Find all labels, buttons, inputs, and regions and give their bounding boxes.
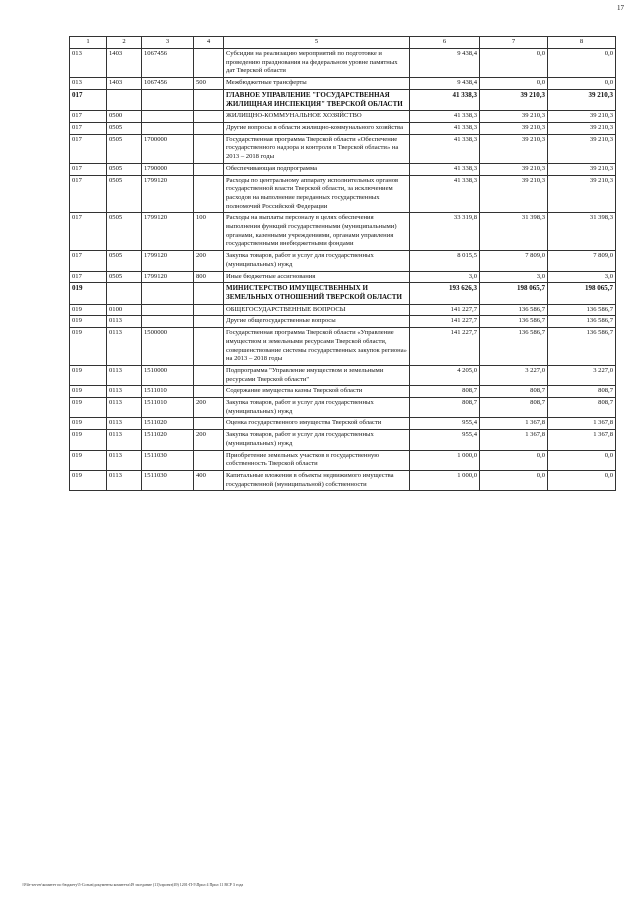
amount-year2-cell: 1 367,8 [480,418,548,430]
amount-year3-cell: 1 367,8 [548,430,616,450]
amount-year1-cell: 1 000,0 [410,450,480,470]
file-path-footer: \\File-server\комитет по бюджету\5-Созыв\документы комитета\49 заседание (11)\проект(49) 1201-П-5\Прил 4 Прил 11 ВСР 3 года [22,882,244,887]
target-article-cell [142,304,194,316]
table-row [70,418,616,430]
table-row [70,328,616,366]
table-row [70,122,616,134]
amount-year1-cell: 141 227,7 [410,328,480,366]
agency-code-cell: 017 [70,163,107,175]
amount-year3-cell: 0,0 [548,49,616,78]
target-article-cell: 1511030 [142,470,194,490]
table-row [70,49,616,78]
section-code-cell: 0113 [107,316,142,328]
target-article-cell: 1511010 [142,386,194,398]
section-code-cell: 1403 [107,78,142,90]
agency-code-cell: 019 [70,418,107,430]
amount-year1-cell: 808,7 [410,386,480,398]
agency-code-cell: 019 [70,365,107,385]
description-cell: Обеспечивающая подпрограмма [224,163,410,175]
amount-year3-cell: 198 065,7 [548,283,616,304]
description-cell: МИНИСТЕРСТВО ИМУЩЕСТВЕННЫХ И ЗЕМЕЛЬНЫХ ОТНОШЕНИЙ ТВЕРСКОЙ ОБЛАСТИ [224,283,410,304]
header-col-5: 5 [224,37,410,49]
target-article-cell [142,111,194,123]
section-code-cell: 0505 [107,213,142,251]
amount-year2-cell: 198 065,7 [480,283,548,304]
table-row [70,470,616,490]
agency-code-cell: 017 [70,213,107,251]
amount-year1-cell: 41 338,3 [410,89,480,110]
amount-year2-cell: 0,0 [480,470,548,490]
section-code-cell: 0505 [107,271,142,283]
section-code-cell [107,283,142,304]
agency-code-cell: 019 [70,304,107,316]
section-code-cell: 0113 [107,430,142,450]
target-article-cell: 1700000 [142,134,194,163]
agency-code-cell: 017 [70,175,107,213]
expense-type-cell [194,316,224,328]
table-row [70,175,616,213]
amount-year3-cell: 31 398,3 [548,213,616,251]
section-code-cell: 0113 [107,470,142,490]
expense-type-cell [194,450,224,470]
table-row [70,283,616,304]
description-cell: Капитальные вложения в объекты недвижимого имущества государственной (муниципальной) собственности [224,470,410,490]
section-code-cell: 0505 [107,134,142,163]
description-cell: Закупка товаров, работ и услуг для государственных (муниципальных) нужд [224,398,410,418]
amount-year2-cell: 39 210,3 [480,163,548,175]
section-code-cell: 1403 [107,49,142,78]
expense-type-cell [194,283,224,304]
expense-type-cell [194,328,224,366]
amount-year2-cell: 0,0 [480,49,548,78]
target-article-cell: 1799120 [142,175,194,213]
amount-year1-cell: 1 000,0 [410,470,480,490]
table-row [70,430,616,450]
amount-year3-cell: 7 809,0 [548,251,616,271]
expense-type-cell [194,163,224,175]
agency-code-cell: 019 [70,398,107,418]
agency-code-cell: 019 [70,328,107,366]
table-row [70,398,616,418]
expense-type-cell [194,386,224,398]
header-col-3: 3 [142,37,194,49]
table-row [70,450,616,470]
table-row [70,365,616,385]
amount-year1-cell: 4 205,0 [410,365,480,385]
amount-year1-cell: 955,4 [410,430,480,450]
amount-year2-cell: 136 586,7 [480,328,548,366]
description-cell: ГЛАВНОЕ УПРАВЛЕНИЕ "ГОСУДАРСТВЕННАЯ ЖИЛИЩНАЯ ИНСПЕКЦИЯ" ТВЕРСКОЙ ОБЛАСТИ [224,89,410,110]
target-article-cell: 1790000 [142,163,194,175]
expense-type-cell: 200 [194,251,224,271]
page-number: 17 [617,4,624,12]
amount-year2-cell: 0,0 [480,450,548,470]
table-row [70,316,616,328]
amount-year3-cell: 39 210,3 [548,111,616,123]
description-cell: Оценка государственного имущества Тверской области [224,418,410,430]
amount-year1-cell: 193 626,3 [410,283,480,304]
section-code-cell: 0505 [107,163,142,175]
amount-year2-cell: 808,7 [480,386,548,398]
amount-year2-cell: 39 210,3 [480,134,548,163]
amount-year2-cell: 39 210,3 [480,175,548,213]
section-code-cell: 0113 [107,450,142,470]
agency-code-cell: 019 [70,470,107,490]
amount-year2-cell: 136 586,7 [480,304,548,316]
amount-year3-cell: 1 367,8 [548,418,616,430]
agency-code-cell: 019 [70,430,107,450]
table-row [70,134,616,163]
agency-code-cell: 017 [70,89,107,110]
expense-type-cell [194,49,224,78]
amount-year3-cell: 808,7 [548,386,616,398]
description-cell: Закупка товаров, работ и услуг для государственных (муниципальных) нужд [224,251,410,271]
amount-year3-cell: 136 586,7 [548,316,616,328]
section-code-cell: 0505 [107,122,142,134]
target-article-cell: 1799120 [142,271,194,283]
description-cell: ОБЩЕГОСУДАРСТВЕННЫЕ ВОПРОСЫ [224,304,410,316]
amount-year3-cell: 136 586,7 [548,304,616,316]
amount-year3-cell: 39 210,3 [548,122,616,134]
table-row [70,213,616,251]
agency-code-cell: 019 [70,450,107,470]
target-article-cell [142,316,194,328]
expense-type-cell: 800 [194,271,224,283]
expense-type-cell [194,175,224,213]
agency-code-cell: 013 [70,49,107,78]
target-article-cell: 1799120 [142,251,194,271]
section-code-cell: 0113 [107,328,142,366]
header-col-6: 6 [410,37,480,49]
agency-code-cell: 019 [70,283,107,304]
description-cell: Расходы на выплаты персоналу в целях обеспечения выполнения функций государственными (муниципальными) органами, казенными учреждениями, органами управления государственными внебюджетными фондами [224,213,410,251]
expense-type-cell: 200 [194,430,224,450]
amount-year1-cell: 41 338,3 [410,111,480,123]
description-cell: Иные бюджетные ассигнования [224,271,410,283]
amount-year2-cell: 39 210,3 [480,111,548,123]
amount-year2-cell: 1 367,8 [480,430,548,450]
expense-type-cell [194,365,224,385]
amount-year1-cell: 9 438,4 [410,78,480,90]
description-cell: Приобретение земельных участков в государственную собственность Тверской области [224,450,410,470]
agency-code-cell: 017 [70,122,107,134]
amount-year3-cell: 3,0 [548,271,616,283]
table-row [70,271,616,283]
target-article-cell: 1511010 [142,398,194,418]
description-cell: Межбюджетные трансферты [224,78,410,90]
table-row [70,89,616,110]
amount-year1-cell: 41 338,3 [410,122,480,134]
section-code-cell: 0100 [107,304,142,316]
target-article-cell [142,122,194,134]
target-article-cell: 1511020 [142,418,194,430]
amount-year3-cell: 39 210,3 [548,134,616,163]
amount-year3-cell: 0,0 [548,450,616,470]
section-code-cell: 0113 [107,398,142,418]
section-code-cell: 0113 [107,365,142,385]
table-row [70,111,616,123]
description-cell: Закупка товаров, работ и услуг для государственных (муниципальных) нужд [224,430,410,450]
expense-type-cell: 100 [194,213,224,251]
amount-year1-cell: 141 227,7 [410,316,480,328]
target-article-cell: 1067456 [142,78,194,90]
description-cell: Другие общегосударственные вопросы [224,316,410,328]
expense-type-cell [194,111,224,123]
amount-year2-cell: 39 210,3 [480,122,548,134]
table-row [70,78,616,90]
amount-year3-cell: 3 227,0 [548,365,616,385]
amount-year2-cell: 39 210,3 [480,89,548,110]
expense-type-cell [194,418,224,430]
section-code-cell: 0505 [107,251,142,271]
target-article-cell: 1067456 [142,49,194,78]
amount-year1-cell: 9 438,4 [410,49,480,78]
table-row [70,304,616,316]
amount-year2-cell: 3 227,0 [480,365,548,385]
header-col-7: 7 [480,37,548,49]
target-article-cell: 1511020 [142,430,194,450]
target-article-cell [142,89,194,110]
amount-year1-cell: 3,0 [410,271,480,283]
agency-code-cell: 017 [70,271,107,283]
table-row [70,386,616,398]
amount-year3-cell: 808,7 [548,398,616,418]
expense-type-cell [194,304,224,316]
section-code-cell: 0113 [107,386,142,398]
header-col-1: 1 [70,37,107,49]
target-article-cell [142,283,194,304]
section-code-cell: 0113 [107,418,142,430]
table-row [70,163,616,175]
amount-year1-cell: 8 015,5 [410,251,480,271]
amount-year3-cell: 0,0 [548,78,616,90]
target-article-cell: 1799120 [142,213,194,251]
agency-code-cell: 017 [70,251,107,271]
agency-code-cell: 017 [70,134,107,163]
section-code-cell [107,89,142,110]
table-row [70,251,616,271]
target-article-cell: 1510000 [142,365,194,385]
agency-code-cell: 019 [70,386,107,398]
amount-year1-cell: 141 227,7 [410,304,480,316]
expense-type-cell: 500 [194,78,224,90]
amount-year3-cell: 136 586,7 [548,328,616,366]
expense-type-cell: 200 [194,398,224,418]
section-code-cell: 0500 [107,111,142,123]
description-cell: ЖИЛИЩНО-КОММУНАЛЬНОЕ ХОЗЯЙСТВО [224,111,410,123]
agency-code-cell: 013 [70,78,107,90]
target-article-cell: 1511030 [142,450,194,470]
amount-year2-cell: 136 586,7 [480,316,548,328]
header-col-2: 2 [107,37,142,49]
amount-year1-cell: 33 319,8 [410,213,480,251]
amount-year3-cell: 0,0 [548,470,616,490]
expense-type-cell [194,89,224,110]
amount-year1-cell: 41 338,3 [410,175,480,213]
header-col-4: 4 [194,37,224,49]
description-cell: Другие вопросы в области жилищно-коммунального хозяйства [224,122,410,134]
agency-code-cell: 017 [70,111,107,123]
section-code-cell: 0505 [107,175,142,213]
amount-year2-cell: 31 398,3 [480,213,548,251]
amount-year2-cell: 3,0 [480,271,548,283]
amount-year3-cell: 39 210,3 [548,89,616,110]
amount-year1-cell: 808,7 [410,398,480,418]
amount-year2-cell: 808,7 [480,398,548,418]
amount-year3-cell: 39 210,3 [548,163,616,175]
budget-table [69,36,616,491]
amount-year1-cell: 41 338,3 [410,163,480,175]
amount-year3-cell: 39 210,3 [548,175,616,213]
target-article-cell: 1500000 [142,328,194,366]
amount-year2-cell: 7 809,0 [480,251,548,271]
agency-code-cell: 019 [70,316,107,328]
description-cell: Расходы по центральному аппарату исполнительных органов государственной власти Тверской области, за исключением расходов на выполнение переданных государственных полномочий Российской Федерации [224,175,410,213]
expense-type-cell: 400 [194,470,224,490]
amount-year1-cell: 955,4 [410,418,480,430]
amount-year2-cell: 0,0 [480,78,548,90]
header-col-8: 8 [548,37,616,49]
description-cell: Содержание имущества казны Тверской области [224,386,410,398]
expense-type-cell [194,134,224,163]
description-cell: Государственная программа Тверской области «Обеспечение государственного надзора и контроля в Тверской области» на 2013 – 2018 годы [224,134,410,163]
description-cell: Подпрограмма "Управление имуществом и земельными ресурсами Тверской области" [224,365,410,385]
description-cell: Государственная программа Тверской области «Управление имуществом и земельными ресурсами Тверской области, совершенствование системы государственных закупок региона» на 2013 – 2018 годы [224,328,410,366]
table-header-row [70,37,616,49]
amount-year1-cell: 41 338,3 [410,134,480,163]
expense-type-cell [194,122,224,134]
description-cell: Субсидии на реализацию мероприятий по подготовке и проведению празднования на федеральном уровне памятных дат Тверской области [224,49,410,78]
